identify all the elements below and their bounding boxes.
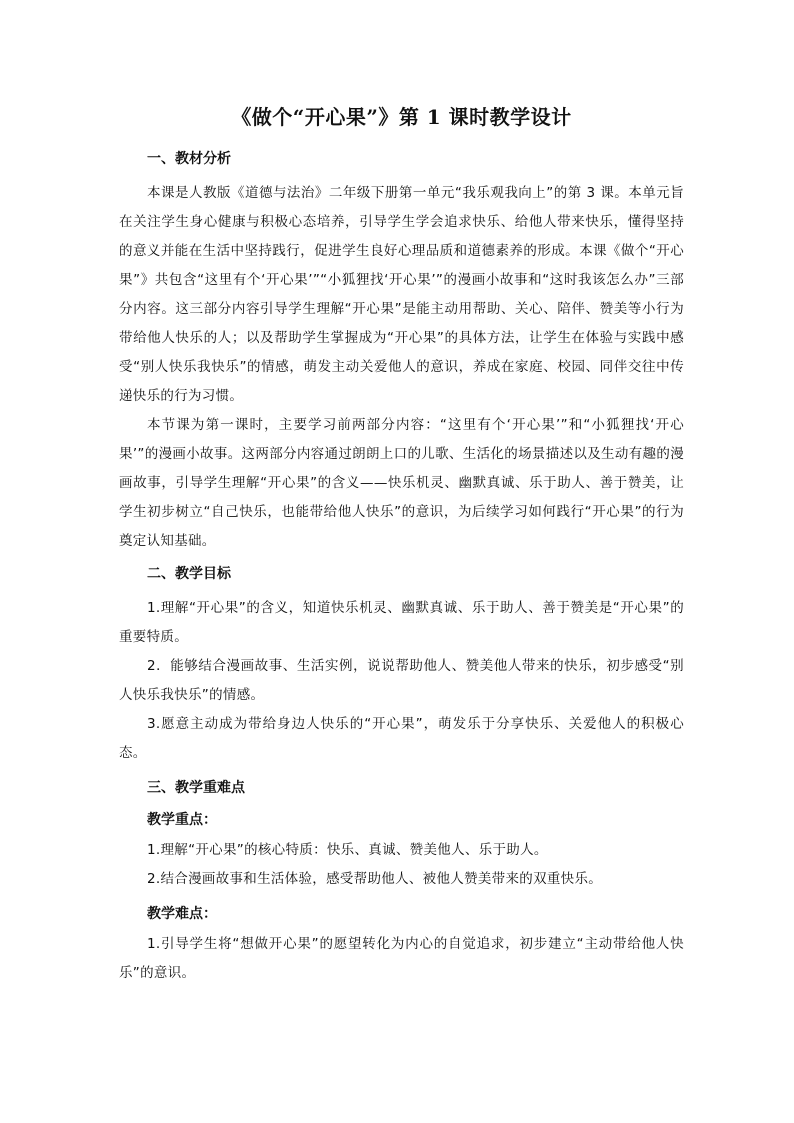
section-heading-material-analysis: 一、教材分析 (147, 151, 231, 167)
page-title: 《做个“开心果”》第 1 课时教学设计 (231, 105, 572, 129)
key-point-2: 2.结合漫画故事和生活体验，感受帮助他人、被他人赞美带来的双重快乐。 (147, 871, 603, 887)
document-body (119, 101, 684, 988)
key-point-1: 1.理解“开心果”的核心特质：快乐、真诚、赞美他人、乐于助人。 (147, 842, 548, 858)
teaching-goal-3: 3.愿意主动成为带给身边人快乐的“开心果”，萌发乐于分享快乐、关爱他人的积极心态。 (119, 716, 684, 761)
teaching-goal-1: 1.理解“开心果”的含义，知道快乐机灵、幽默真诚、乐于助人、善于赞美是“开心果”的重要特质。 (119, 600, 684, 645)
material-analysis-paragraph-1: 本课是人教版《道德与法治》二年级下册第一单元“我乐观我向上”的第 3 课。本单元旨在关注学生身心健康与积极心态培养，引导学生学会追求快乐、给他人带来快乐，懂得坚持的意义并能在生活中坚持践行，促进学生良好心理品质和道德素养的形成。本课《做个“开心果”》共包含“这里有个‘开心果’”“小狐狸找‘开心果’”的漫画小故事和“这时我该怎么办”三部分内容。这三部分内容引导学生理解“开心果”是能主动用帮助、关心、陪伴、赞美等小行为带给他人快乐的人；以及帮助学生掌握成为“开心果”的具体方法，让学生在体验与实践中感受“别人快乐我快乐”的情感，萌发主动关爱他人的意识，养成在家庭、校园、同伴交往中传递快乐的行为习惯。 (119, 185, 684, 404)
teaching-goal-2: 2．能够结合漫画故事、生活实例，说说帮助他人、赞美他人带来的快乐，初步感受“别人快乐我快乐”的情感。 (119, 658, 684, 703)
section-heading-key-difficult-points: 三、教学重难点 (147, 780, 245, 796)
difficult-points-label: 教学难点： (147, 906, 217, 922)
key-points-label: 教学重点： (147, 812, 217, 828)
difficult-point-1: 1.引导学生将“想做开心果”的愿望转化为内心的自觉追求，初步建立“主动带给他人快乐”的意识。 (119, 936, 684, 981)
material-analysis-paragraph-2: 本节课为第一课时，主要学习前两部分内容：“这里有个‘开心果’”和“小狐狸找‘开心果’”的漫画小故事。这两部分内容通过朗朗上口的儿歌、生活化的场景描述以及生动有趣的漫画故事，引导学生理解“开心果”的含义——快乐机灵、幽默真诚、乐于助人、善于赞美，让学生初步树立“自己快乐，也能带给他人快乐”的意识，为后续学习如何践行“开心果”的行为奠定认知基础。 (119, 417, 684, 549)
section-heading-teaching-goals: 二、教学目标 (147, 566, 231, 582)
